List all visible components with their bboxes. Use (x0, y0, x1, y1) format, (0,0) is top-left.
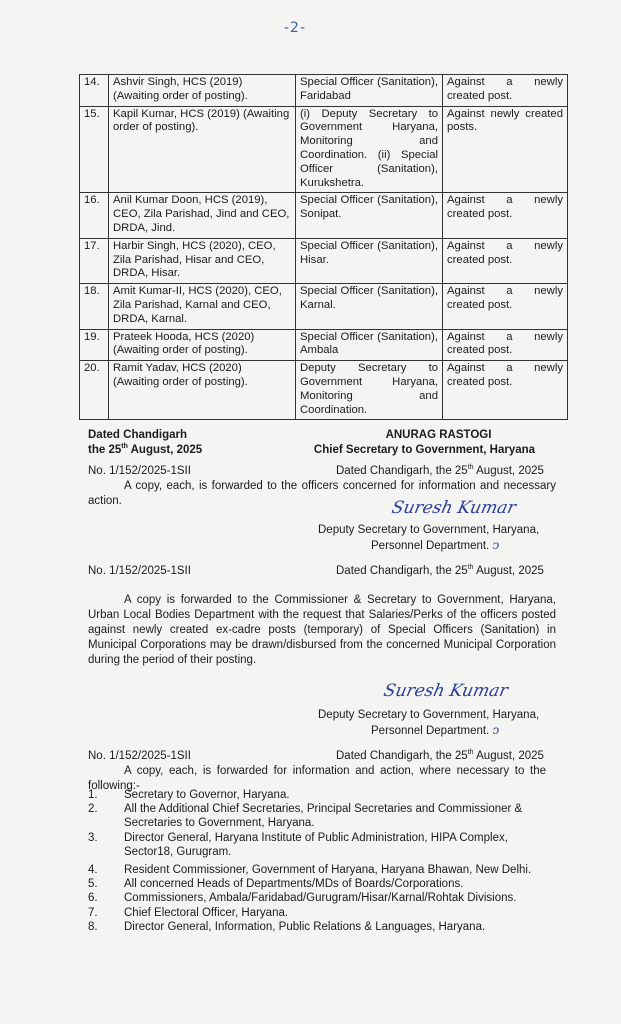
list-item (88, 891, 548, 905)
page-number: -2- (284, 20, 307, 36)
posting-cell: Special Officer (Sanitation), Faridabad (296, 75, 443, 107)
list-item-number: 5. (88, 878, 98, 891)
list-item-number: 2. (88, 803, 98, 816)
distribution-list (88, 788, 548, 934)
list-item (88, 877, 548, 891)
row-number-cell: 15. (80, 106, 109, 193)
posting-cell: (i) Deputy Secretary to Government Haryana, Monitoring and Coordination. (ii) Special Officer (Sanitation), Kurukshetra. (296, 106, 443, 193)
endorsement-1-ref: No. 1/152/2025-1SII (88, 465, 191, 477)
table-row (80, 106, 568, 193)
remarks-cell: Against a newly created post. (443, 284, 568, 329)
posting-cell: Special Officer (Sanitation), Karnal. (296, 284, 443, 329)
list-item-text: All concerned Heads of Departments/MDs of Boards/Corporations. (124, 878, 464, 891)
signature-2: Suresh Kumar (381, 681, 510, 701)
officer-name-cell: Harbir Singh, HCS (2020), CEO, Zila Parishad, Hisar and CEO, DRDA, Hisar. (109, 238, 296, 283)
remarks-cell: Against a newly created post. (443, 238, 568, 283)
table-row (80, 193, 568, 238)
list-item (88, 920, 548, 934)
endorsement-3-date: Dated Chandigarh, the 25th August, 2025 (336, 749, 544, 762)
officer-name-cell: Kapil Kumar, HCS (2019) (Awaiting order of posting). (109, 106, 296, 193)
endorsement-2-body: A copy is forwarded to the Commissioner & Secretary to Government, Haryana, Urban Local Bodies Department with the request that Salaries/Perks of the officers posted against newly created ex-cadre posts (temporary) of Special Officers (Sanitation) in Municipal Corporations may be drawn/disbursed from the concerned Municipal Corporation during the period of their posting. (88, 594, 556, 666)
table-row (80, 284, 568, 329)
remarks-cell: Against newly created posts. (443, 106, 568, 193)
row-number-cell: 16. (80, 193, 109, 238)
list-item-text: Director General, Information, Public Relations & Languages, Haryana. (124, 920, 486, 933)
row-number-cell: 17. (80, 238, 109, 283)
officer-name-cell: Anil Kumar Doon, HCS (2019), CEO, Zila Parishad, Jind and CEO, DRDA, Jind. (109, 193, 296, 238)
posting-cell: Special Officer (Sanitation), Hisar. (296, 238, 443, 283)
signatory-title: Chief Secretary to Government, Haryana (313, 444, 536, 456)
list-item (88, 863, 548, 877)
list-item-number: 3. (88, 831, 98, 844)
endorsement-2-ref: No. 1/152/2025-1SII (88, 565, 191, 577)
list-item-text: All the Additional Chief Secretaries, Principal Secretaries and Commissioner & Secretaries to Government, Haryana. (124, 803, 523, 830)
row-number-cell: 19. (80, 329, 109, 361)
list-item-number: 1. (88, 789, 98, 801)
signature-1: Suresh Kumar (389, 498, 518, 518)
endorsement-2-sign-dept: Personnel Department. ↄ (371, 723, 500, 737)
endorsement-3-body: A copy, each, is forwarded for information and action, where necessary to the following:- (88, 765, 546, 792)
list-item-text: Secretary to Governor, Haryana. (124, 789, 290, 801)
posting-cell: Special Officer (Sanitation), Sonipat. (296, 193, 443, 238)
posting-cell: Deputy Secretary to Government Haryana, Monitoring and Coordination. (296, 361, 443, 420)
endorsement-1-date: Dated Chandigarh, the 25th August, 2025 (336, 464, 544, 477)
dated-line-2: the 25th August, 2025 (88, 443, 203, 456)
row-number-cell: 20. (80, 361, 109, 420)
list-item-number: 7. (88, 906, 98, 919)
dated-label (88, 428, 202, 458)
table-row (80, 75, 568, 107)
endorsement-3-ref: No. 1/152/2025-1SII (88, 750, 191, 762)
remarks-cell: Against a newly created post. (443, 75, 568, 107)
initial-mark-2: ↄ (492, 723, 500, 737)
list-item-number: 8. (88, 920, 98, 933)
endorsement-2-date: Dated Chandigarh, the 25th August, 2025 (336, 564, 544, 577)
posting-table (79, 74, 568, 420)
list-item-text: Commissioners, Ambala/Faridabad/Gurugram/Hisar/Karnal/Rohtak Divisions. (124, 892, 517, 905)
list-item (88, 802, 548, 830)
list-item-number: 6. (88, 892, 98, 905)
table-row (80, 361, 568, 420)
officer-name-cell: Prateek Hooda, HCS (2020) (Awaiting order of posting). (109, 329, 296, 361)
officer-name-cell: Ashvir Singh, HCS (2019) (Awaiting order of posting). (109, 75, 296, 107)
table-row (80, 238, 568, 283)
list-item (88, 831, 548, 859)
table-row (80, 329, 568, 361)
initial-mark-1: ↄ (492, 538, 500, 552)
officer-name-cell: Ramit Yadav, HCS (2020) (Awaiting order of posting). (109, 361, 296, 420)
list-item (88, 906, 548, 920)
chief-secretary-block (300, 428, 549, 458)
endorsement-1-body: A copy, each, is forwarded to the officers concerned for information and necessary action. (88, 480, 556, 507)
endorsement-1-sign-dept: Personnel Department. ↄ (371, 538, 500, 552)
row-number-cell: 18. (80, 284, 109, 329)
list-item-number: 4. (88, 864, 98, 877)
endorsement-1-sign-title: Deputy Secretary to Government, Haryana, (318, 524, 540, 536)
officer-name-cell: Amit Kumar-II, HCS (2020), CEO, Zila Parishad, Karnal and CEO, DRDA, Karnal. (109, 284, 296, 329)
row-number-cell: 14. (80, 75, 109, 107)
remarks-cell: Against a newly created post. (443, 361, 568, 420)
dated-line-1: Dated Chandigarh (88, 429, 188, 441)
list-item-text: Chief Electoral Officer, Haryana. (124, 906, 289, 919)
posting-cell: Special Officer (Sanitation), Ambala (296, 329, 443, 361)
signatory-name: ANURAG RASTOGI (385, 429, 492, 441)
remarks-cell: Against a newly created post. (443, 329, 568, 361)
list-item (88, 788, 548, 802)
endorsement-2-sign-title: Deputy Secretary to Government, Haryana, (318, 709, 540, 721)
remarks-cell: Against a newly created post. (443, 193, 568, 238)
list-item-text: Resident Commissioner, Government of Haryana, Haryana Bhawan, New Delhi. (124, 864, 532, 877)
list-item-text: Director General, Haryana Institute of Public Administration, HIPA Complex, Sector18, Gurugram. (124, 831, 508, 858)
